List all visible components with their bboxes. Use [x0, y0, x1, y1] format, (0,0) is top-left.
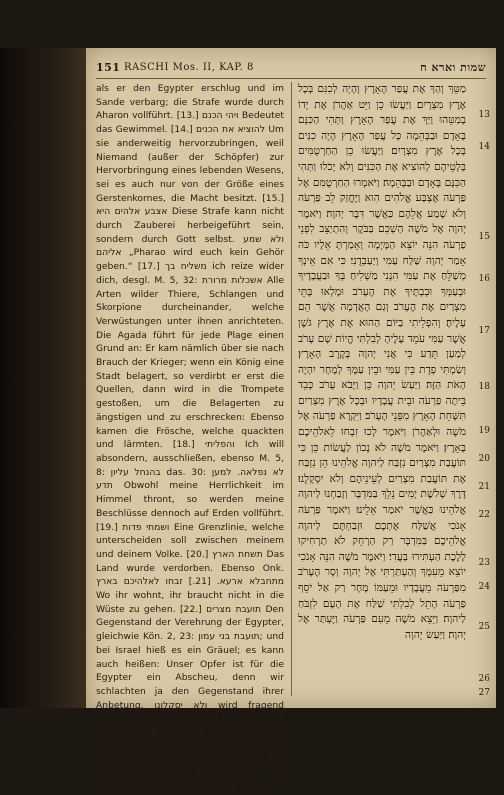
- verse-number: 16: [478, 274, 490, 284]
- page-number: 151: [96, 60, 121, 74]
- hebrew-text-column: מַטֵּךְ וְהַךְ אֶת עֲפַר הָאָרֶץ וְהָיָה לְכִנִּם בְּכָל אֶרֶץ מִצְרָיִם׃ וַיַּעֲשׂוּ כֵן וַיֵּט אַהֲרֹן אֶת יָדוֹ בְמַטֵּהוּ וַיַּךְ אֶת עֲפַר הָאָרֶץ וַתְּהִי הַכִּנָּם בָּאָדָם וּבַבְּהֵמָה כָּל עֲפַר הָאָרֶץ הָיָה כִנִּים בְּכָל אֶרֶץ מִצְרָיִם׃ וַיַּעֲשׂוּ כֵן הַחַרְטֻמִּים בְּלָטֵיהֶם לְהוֹצִיא אֶת הַכִּנִּים וְלֹא יָכֹלוּ וַתְּהִי הַכִּנָּם בָּאָדָם וּבַבְּהֵמָה׃ וַיֹּאמְרוּ הַחַרְטֻמִּם אֶל פַּרְעֹה אֶצְבַּע אֱלֹהִים הִוא וַיֶּחֱזַק לֵב פַּרְעֹה וְלֹא שָׁמַע אֲלֵהֶם כַּאֲשֶׁר דִּבֶּר יְהוָה׃ וַיֹּאמֶר יְהוָה אֶל מֹשֶׁה הַשְׁכֵּם בַּבֹּקֶר וְהִתְיַצֵּב לִפְנֵי פַרְעֹה הִנֵּה יוֹצֵא הַמָּיְמָה וְאָמַרְתָּ אֵלָיו כֹּה אָמַר יְהוָה שַׁלַּח עַמִּי וְיַעַבְדֻנִי׃ כִּי אִם אֵינְךָ מְשַׁלֵּחַ אֶת עַמִּי הִנְנִי מַשְׁלִיחַ בְּךָ וּבַעֲבָדֶיךָ וּבְעַמְּךָ וּבְבָתֶּיךָ אֶת הֶעָרֹב וּמָלְאוּ בָּתֵּי מִצְרַיִם אֶת הֶעָרֹב וְגַם הָאֲדָמָה אֲשֶׁר הֵם עָלֶיהָ׃ וְהִפְלֵיתִי בַיּוֹם הַהוּא אֶת אֶרֶץ גֹּשֶׁן אֲשֶׁר עַמִּי עֹמֵד עָלֶיהָ לְבִלְתִּי הֱיוֹת שָׁם עָרֹב לְמַעַן תֵּדַע כִּי אֲנִי יְהוָה בְּקֶרֶב הָאָרֶץ׃ וְשַׂמְתִּי פְדֻת בֵּין עַמִּי וּבֵין עַמֶּךָ לְמָחָר יִהְיֶה הָאֹת הַזֶּה׃ וַיַּעַשׂ יְהוָה כֵּן וַיָּבֹא עָרֹב כָּבֵד בֵּיתָה פַרְעֹה וּבֵית עֲבָדָיו וּבְכָל אֶרֶץ מִצְרַיִם תִּשָּׁחֵת הָאָרֶץ מִפְּנֵי הֶעָרֹב׃ וַיִּקְרָא פַרְעֹה אֶל מֹשֶׁה וּלְאַהֲרֹן וַיֹּאמֶר לְכוּ זִבְחוּ לֵאלֹהֵיכֶם בָּאָרֶץ׃ וַיֹּאמֶר מֹשֶׁה לֹא נָכוֹן לַעֲשׂוֹת כֵּן כִּי תּוֹעֲבַת מִצְרַיִם נִזְבַּח לַיהוָה אֱלֹהֵינוּ הֵן נִזְבַּח אֶת תּוֹעֲבַת מִצְרַיִם לְעֵינֵיהֶם וְלֹא יִסְקְלֻנוּ׃ דֶּרֶךְ שְׁלֹשֶׁת יָמִים נֵלֵךְ בַּמִּדְבָּר וְזָבַחְנוּ לַיהוָה אֱלֹהֵינוּ כַּאֲשֶׁר יֹאמַר אֵלֵינוּ׃ וַיֹּאמֶר פַּרְעֹה אָנֹכִי אֲשַׁלַּח אֶתְכֶם וּזְבַחְתֶּם לַיהוָה אֱלֹהֵיכֶם בַּמִּדְבָּר רַק הַרְחֵק לֹא תַרְחִיקוּ לָלֶכֶת הַעְתִּירוּ בַּעֲדִי׃ וַיֹּאמֶר מֹשֶׁה הִנֵּה אָנֹכִי יוֹצֵא מֵעִמָּךְ וְהַעְתַּרְתִּי אֶל יְהוָה וְסָר הֶעָרֹב מִפַּרְעֹה מֵעֲבָדָיו וּמֵעַמּוֹ מָחָר רַק אַל יֹסֵף פַּרְעֹה הָתֵל לְבִלְתִּי שַׁלַּח אֶת הָעָם לִזְבֹּחַ לַיהוָה׃ וַיֵּצֵא מֹשֶׁה מֵעִם פַּרְעֹה וַיֶּעְתַּר אֶל יְהוָה׃ וַיַּעַשׂ יְהוָה: [298, 83, 466, 641]
- verse-number: 24: [478, 582, 490, 592]
- verse-number: 15: [478, 232, 490, 242]
- commentary-column: als er den Egypter erschlug und im Sande verbarg; die Strafe wurde durch Aharon vollführt. [13.] ויהי הכנם Bedeutet das Gewimmel. [14.] להוציא את הכנים Um sie anderweitig hervorzubringen, weil Niemand (außer der Schöpfer) zur Hervorbringung eines lebenden Wesens, sei es auch nur von der Größe eines Gerstenkornes, die Macht besitzt. [15.] אצבע אלהים היא Diese Strafe kann nicht durch Zauberei herbeigeführt sein, sondern durch Gott selbst. ולא שמע אליהם „Pharao wird euch kein Gehör geben.“ [17.] משליח בך ich reize wider dich, desgl. M. 5, 32: אשכלות מרורת Alle Arten wilder Thiere, Schlangen und Skorpione durcheinander, welche Verwüstungen unter ihnen anrichteten. Die Agada führt für jede Plage einen Grund an: Er kam nämlich über sie nach Brauch der Krieger; wenn ein König eine Stadt belagert, so verdirbt er erst die Quellen, dann wird in die Trompete gestoßen, um die Belagerten zu ängstigen und zu erschrecken: Ebenso kamen die Frösche, welche quackten und lärmten. [18.] והפליתי Ich will absondern, ausschließen, ebenso M. 5, 8: בהנחל עליון das. 30: לא נפלאה. למען תדע Obwohl meine Herrlichkeit im Himmel thront, so werden meine Beschlüsse dennoch auf Erden vollführt. [19.] ושמתי פדות Eine Grenzlinie, welche unterscheiden soll zwischen meinem und deinem Volke. [20.] תשחת הארץ Das Land wurde verdorben. Ebenso Onk. מתחבלא ארעא. [21.] זבחו לאלהיכם בארץ Wo ihr wohnt, ihr braucht nicht in die Wüste zu gehen. [22.] תועבת מצרים Den Gegenstand der Verehrung der Egypter, gleichwie Kön. 2, 23: תועבת בני עמון; und bei Israel hieß es ein Gräuel; es kann auch heißen: Unser Opfer ist für die Egypter ein Abscheu, denn wir schlachten ja den Gegenstand ihrer Anbetung. ולא יסקלונו wird fragend gebraucht. [25.] לבלתי שלח את העם [26.] ויעתר אל ה׳ Er betete inbrünstig; stünde hier ויעתר Hifil, so würde es bedeuten, er habe viel gebetet, im ויעתר Kal, er hat mit inniger Andacht gebetet. [27.] ויסר הערוב Sie starben nicht wie die Frösche,: [96, 83, 285, 793]
- verse-number: 13: [478, 110, 490, 120]
- column-divider: [291, 82, 292, 696]
- verse-number: 25: [478, 622, 490, 632]
- page-header: [96, 56, 486, 79]
- verse-number: 14: [478, 142, 490, 152]
- verse-number: 23: [478, 558, 490, 568]
- book-page: [86, 48, 496, 793]
- verse-number: 17: [478, 326, 490, 336]
- hebrew-running-title: שמות וארא ח: [420, 60, 486, 74]
- verse-number: 27: [478, 688, 490, 698]
- verse-number: 22: [478, 510, 490, 520]
- book-spine-shadow: [0, 48, 86, 708]
- verse-number: 26: [478, 674, 490, 684]
- verse-number: 19: [478, 426, 490, 436]
- verse-number: 18: [478, 382, 490, 392]
- verse-number-margin: [472, 82, 490, 696]
- running-title: RASCHI Mos. II, KAP. 8: [124, 61, 254, 73]
- verse-number: 21: [478, 482, 490, 492]
- verse-number: 20: [478, 454, 490, 464]
